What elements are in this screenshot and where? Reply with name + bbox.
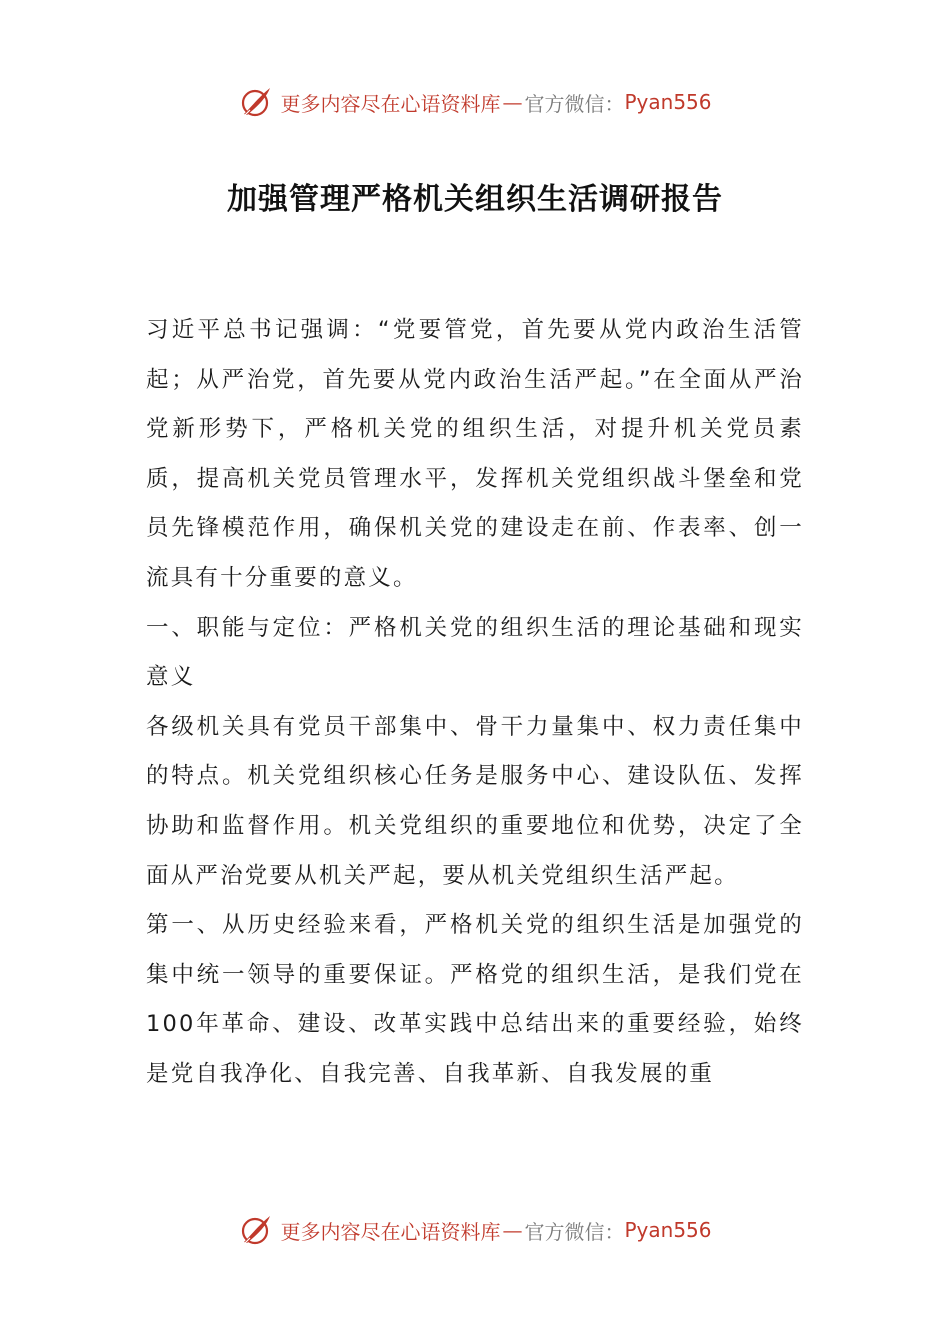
body-paragraph-history: 第一、从历史经验来看，严格机关党的组织生活是加强党的集中统一领导的重要保证。严格党的组织生活，是我们党在100年革命、建设、改革实践中总结出来的重要经验，始终是党自我净化、自我完善、自我革新、自我发展的重 bbox=[146, 912, 804, 1087]
banner-official-label: 官方微信： bbox=[524, 91, 625, 116]
banner-brand-text: 更多内容尽在心语资料库 bbox=[280, 1219, 501, 1244]
banner-brand-text: 更多内容尽在心语资料库 bbox=[280, 91, 501, 116]
footer-watermark-banner bbox=[0, 1208, 950, 1252]
banner-separator: — bbox=[502, 1218, 523, 1242]
quill-pen-logo-icon bbox=[238, 1212, 274, 1248]
quill-pen-logo-icon bbox=[238, 84, 274, 120]
body-paragraph-intro: 习近平总书记强调：“党要管党，首先要从党内政治生活管起；从严治党，首先要从党内政治生活严起。”在全面从严治党新形势下，严格机关党的组织生活，对提升机关党员素质，提高机关党员管理水平，发挥机关党组织战斗堡垒和党员先锋模范作用，确保机关党的建设走在前、作表率、创一流具有十分重要的意义。 bbox=[146, 317, 804, 591]
document-title: 加强管理严格机关组织生活调研报告 bbox=[227, 182, 723, 217]
body-paragraph-organs: 各级机关具有党员干部集中、骨干力量集中、权力责任集中的特点。机关党组织核心任务是服务中心、建设队伍、发挥协助和监督作用。机关党组织的重要地位和优势，决定了全面从严治党要从机关严起，要从机关党组织生活严起。 bbox=[146, 713, 804, 889]
section-heading-1: 一、职能与定位：严格机关党的组织生活的理论基础和现实意义 bbox=[146, 614, 804, 691]
header-watermark-banner bbox=[0, 80, 950, 124]
banner-official-label: 官方微信： bbox=[524, 1219, 625, 1244]
banner-wechat-id: Pyan556 bbox=[624, 90, 712, 114]
banner-wechat-id: Pyan556 bbox=[624, 1218, 712, 1242]
banner-separator: — bbox=[502, 90, 523, 114]
document-body bbox=[146, 306, 804, 1100]
